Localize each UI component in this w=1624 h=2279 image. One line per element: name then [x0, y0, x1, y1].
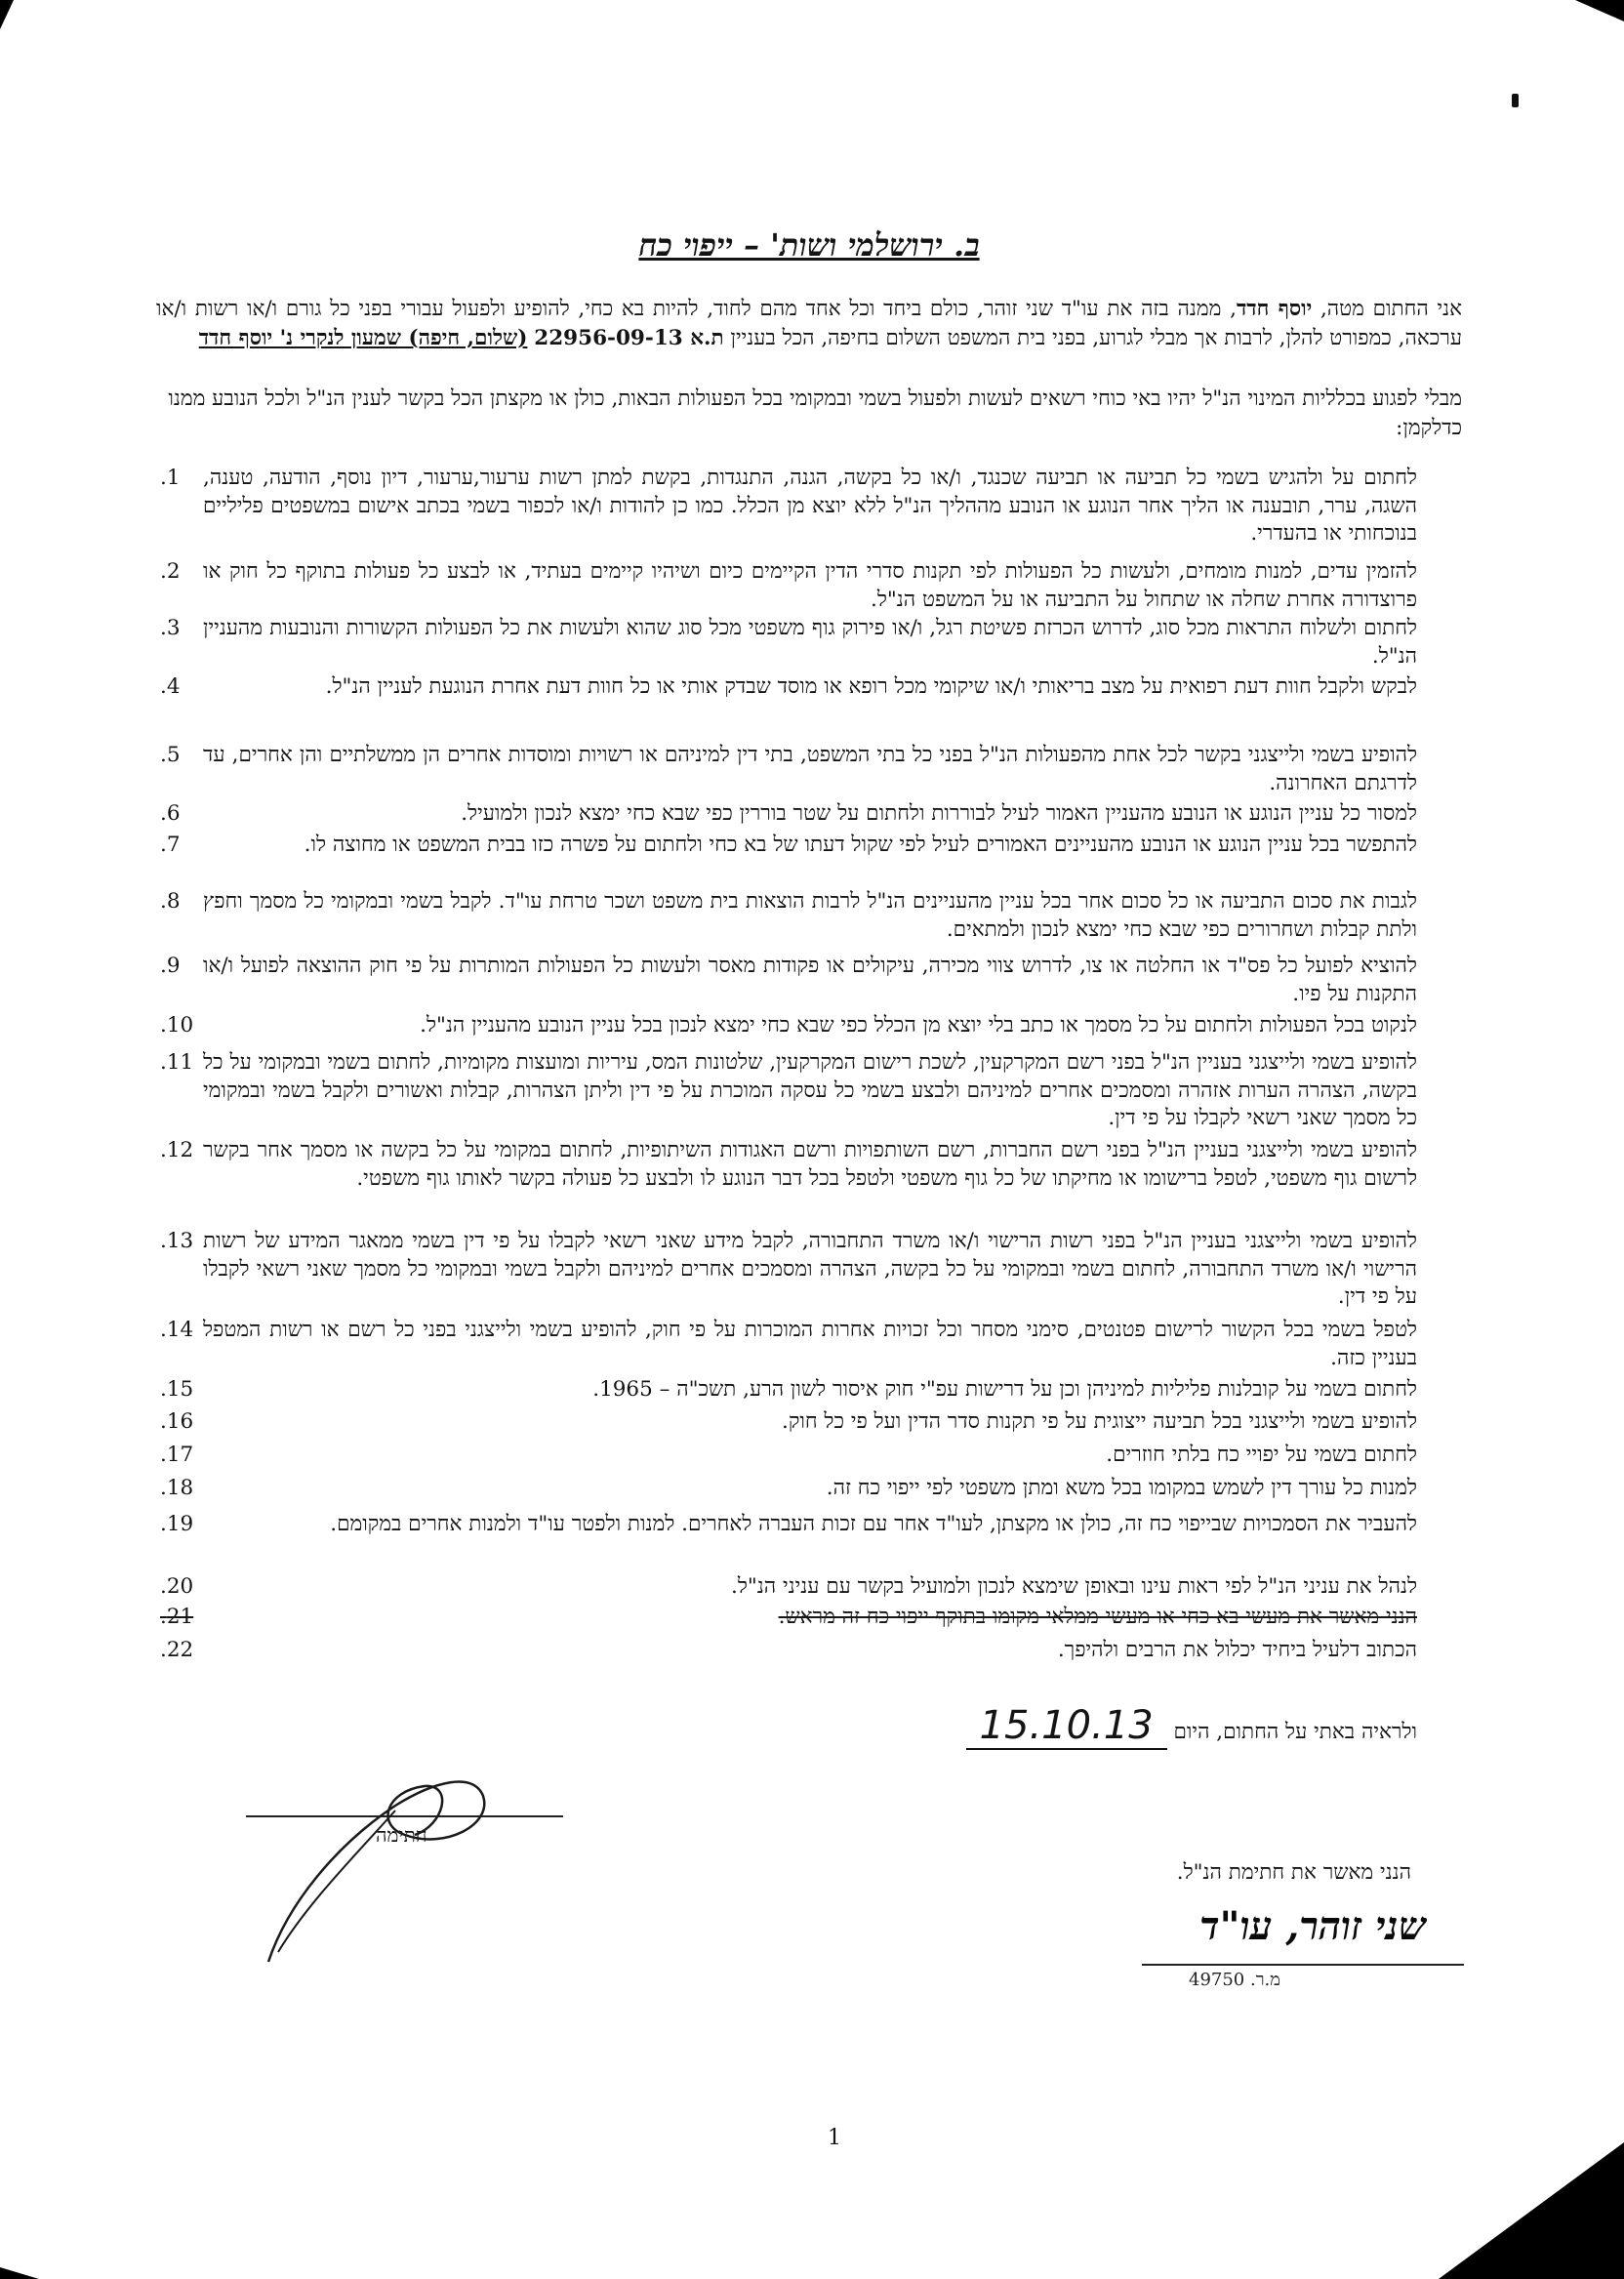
- item-number: 21.: [160, 1605, 194, 1629]
- item-number: 10.: [160, 1013, 194, 1038]
- list-item: [156, 832, 1462, 860]
- item-text: להופיע בשמי ולייצגני בכל תביעה ייצוגית על פי תקנות סדר הדין ועל פי כל חוק.: [782, 1409, 1417, 1434]
- item-text: להופיע בשמי ולייצגני בקשר לכל אחת מהפעולות הנ"ל בפני כל בתי המשפט, בתי דין למיניהם או רשויות ומוסדות אחרים הן ממשלתיים והן אחרים, עד לדרגתם האחרונה.: [203, 743, 1417, 795]
- list-item: [156, 1604, 1462, 1632]
- page-number: 1: [828, 2126, 841, 2150]
- date-row: [156, 1703, 1462, 1750]
- preamble-paragraph: מבלי לפגוע בכלליות המינוי הנ"ל יהיו באי כוחי רשאים לעשות ולפעול בשמי ובמקומי בכל הפעולות הבאות, כולן או מקצתן הכל בקשר לענין הנ"ל ולכל הנובע ממנו כדלקמן:: [168, 387, 1462, 440]
- client-signature: [249, 1757, 542, 1972]
- list-item: [156, 615, 1462, 671]
- item-text: הנני מאשר את מעשי בא כחי או מעשי ממלאי מקומו בתוקף ייפוי כח זה מראש.: [778, 1605, 1417, 1629]
- lawyer-license: מ.ר. 49750: [1189, 1970, 1280, 1990]
- item-number: 1.: [160, 466, 181, 490]
- item-text: לנהל את עניני הנ"ל לפי ראות עינו ובאופן שימצא לנכון ולמועיל בקשר עם עניני הנ"ל.: [730, 1574, 1417, 1599]
- list-item: [156, 742, 1462, 797]
- intro-text-1: אני החתום מטה,: [1312, 297, 1462, 321]
- item-text: לטפל בשמי בכל הקשור לרישום פטנטים, סימני מסחר וכל זכויות אחרות המוכרות על פי חוק, להופיע בשמי ולייצגני בפני כל רשם או רשות המטפל בעניין כזה.: [203, 1318, 1417, 1370]
- document-title: ב. ירושלמי ושות' – ייפוי כח: [638, 226, 980, 264]
- item-number: 12.: [160, 1138, 194, 1162]
- item-number: 19.: [160, 1512, 194, 1536]
- scan-corner-top-right: [1575, 0, 1624, 21]
- scan-corner-top-left: [0, 0, 14, 29]
- confirmation-text: הנני מאשר את חתימת הנ"ל.: [1176, 1860, 1411, 1885]
- item-text: להופיע בשמי ולייצגני בעניין הנ"ל בפני רשות הרישוי ו/או משרד התחבורה, לקבל מידע שאני רשאי לקבלו על פי דין בשמי ממאגר המידע של רשות הרישוי ו/או משרד התחבורה, לחתום בשמי ובמקומי על כל בקשה, הצהרה ומסמכים אחרים למיניהם ולקבל בשמי ובמקומי כל מסמך שאני רשאי לקבלו על פי דין.: [203, 1229, 1417, 1309]
- item-text: לחתום בשמי על יפויי כח בלתי חוזרים.: [1106, 1443, 1417, 1467]
- list-item: [156, 888, 1462, 944]
- date-label: ולראיה באתי על החתום, היום: [1173, 1720, 1417, 1744]
- list-item: [156, 1049, 1462, 1133]
- item-number: 15.: [160, 1377, 194, 1402]
- item-number: 13.: [160, 1229, 194, 1253]
- item-text: הכתוב דלעיל ביחיד יכלול את הרבים ולהיפך.: [1057, 1638, 1417, 1662]
- item-number: 8.: [160, 889, 181, 914]
- list-item: [156, 1408, 1462, 1437]
- list-item: [156, 1573, 1462, 1602]
- list-item: [156, 1137, 1462, 1193]
- item-text: לחתום על ולהגיש בשמי כל תביעה או תביעה שכנגד, ו/או כל בקשה, הגנה, התנגדות, בקשת למתן רשות ערעור,ערעור, דיון נוסף, הודעה, טענה, השגה, ערר, תובענה או הליך אחר הנוגע או הנובע מההליך הנ"ל ללא יוצא מן הכלל. כמו כן להודות ו/או לכפור בשמי בכתב אישום במשפטים פליליים בנוכחותי או בהעדרי.: [203, 466, 1417, 546]
- item-text: למסור כל עניין הנוגע או הנובע מהעניין האמור לעיל לבוררות ולחתום על שטר בוררין כפי שבא כחי ימצא לנכון ולמועיל.: [461, 801, 1417, 826]
- item-text: לחתום בשמי על קובלנות פליליות למיניהן וכן על דרישות עפ"י חוק איסור לשון הרע, תשכ"ה – 1965.: [592, 1377, 1417, 1402]
- handwritten-date: 15.10.13: [966, 1703, 1167, 1750]
- item-text: להופיע בשמי ולייצגני בעניין הנ"ל בפני רשם החברות, רשם השותפויות ורשם האגודות השיתופיות, לחתום במקומי על כל בקשה או מסמך אחר בקשר לרשום גוף משפטי, לטפל ברישומו או מחיקתו של כל גוף משפטי ולטפל בכל דבר הנוגע לו ולבצע כל פעולה בקשר לאותו גוף משפטי.: [203, 1138, 1417, 1191]
- list-item: [156, 558, 1462, 614]
- item-number: 20.: [160, 1574, 194, 1599]
- list-item: [156, 800, 1462, 829]
- signature-label: חתימה: [376, 1823, 427, 1847]
- case-name: (שלום, חיפה) שמעון לנקרי נ' יוסף חדד: [198, 326, 528, 350]
- item-number: 14.: [160, 1318, 194, 1342]
- item-number: 6.: [160, 801, 181, 826]
- list-item: [156, 1511, 1462, 1539]
- item-number: 18.: [160, 1476, 194, 1500]
- list-item: [156, 1637, 1462, 1665]
- item-text: לנקוט בכל הפעולות ולחתום על כל מסמך או כתב בלי יוצא מן הכלל כפי שבא כחי ימצא לנכון בכל עניין הנובע מהעניין הנ"ל.: [420, 1013, 1417, 1038]
- list-item: [156, 953, 1462, 1008]
- stamp-line: [1142, 1964, 1464, 1966]
- item-number: 4.: [160, 674, 181, 699]
- intro-paragraph: [156, 295, 1462, 353]
- item-number: 17.: [160, 1443, 194, 1467]
- item-text: לבקש ולקבל חוות דעת רפואית על מצב בריאותי ו/או שיקומי מכל רופא או מוסד שבדק אותי או כל חוות דעת אחרת הנוגעת לעניין הנ"ל.: [325, 674, 1417, 699]
- list-item: [156, 465, 1462, 549]
- item-number: 22.: [160, 1638, 194, 1662]
- item-number: 7.: [160, 833, 181, 857]
- item-text: למנות כל עורך דין לשמש במקומו בכל משא ומתן משפטי לפי ייפוי כח זה.: [826, 1476, 1417, 1500]
- list-item: [156, 1475, 1462, 1503]
- case-number: ת.א 22956-09-13: [534, 326, 724, 350]
- item-number: 16.: [160, 1409, 194, 1434]
- list-item: [156, 1442, 1462, 1470]
- item-number: 2.: [160, 559, 181, 584]
- item-text: להתפשר בכל עניין הנוגע או הנובע מהעניינים האמורים לעיל לפי שקול דעתו של בא כחי ולחתום על פשרה כזו בבית המשפט או מחוצה לו.: [304, 833, 1417, 857]
- item-text: לגבות את סכום התביעה או כל סכום אחר בכל עניין מהעניינים הנ"ל לרבות הוצאות בית משפט ושכר טרחת עו"ד. לקבל בשמי ובמקומי כל מסמך וחפץ ולתת קבלות ושחרורים כפי שבא כחי ימצא לנכון ולמתאים.: [203, 889, 1417, 942]
- scan-mark: [1512, 94, 1519, 107]
- list-item: [156, 1012, 1462, 1040]
- scan-corner-bottom-left: [0, 2267, 39, 2279]
- list-item: [156, 1228, 1462, 1312]
- item-text: להזמין עדים, למנות מומחים, ולעשות כל הפעולות לפי תקנות סדרי הדין הקיימים כיום ושיהיו קיימים בעתיד, או לבצע כל פעולות בתוקף כל חוק או פרוצדורה אחרת שחלה או שתחול על התביעה או על המשפט הנ"ל.: [203, 559, 1417, 612]
- item-number: 9.: [160, 954, 181, 978]
- lawyer-name: שני זוהר, עו"ד: [1198, 1903, 1427, 1949]
- scan-corner-bottom-right: [1439, 2142, 1624, 2279]
- list-item: [156, 1317, 1462, 1372]
- item-number: 3.: [160, 616, 181, 640]
- item-number: 5.: [160, 743, 181, 767]
- list-item: [156, 1376, 1462, 1404]
- list-item: [156, 673, 1462, 702]
- item-text: להוציא לפועל כל פס"ד או החלטה או צו, לדרוש צווי מכירה, עיקולים או פקודות מאסר ולעשות כל הפעולות המותרות על פי חוק ההוצאה לפועל ו/או התקנות על פיו.: [203, 954, 1417, 1006]
- item-text: להעביר את הסמכויות שבייפוי כח זה, כולן או מקצתן, לעו"ד אחר עם זכות העברה לאחרים. למנות ולפטר עו"ד ולמנות אחרים במקומם.: [330, 1512, 1417, 1536]
- client-name: יוסף חדד: [1236, 297, 1313, 321]
- item-text: לחתום ולשלוח התראות מכל סוג, לדרוש הכרזת פשיטת רגל, ו/או פירוק גוף משפטי מכל סוג שהוא ולעשות את כל הפעולות הקשורות והנובעות מהעניין הנ"ל.: [203, 616, 1417, 669]
- item-text: להופיע בשמי ולייצגני בעניין הנ"ל בפני רשם המקרקעין, לשכת רישום המקרקעין, שלטונות המס, עיריות ומועצות מקומיות, לחתום בשמי ובמקומי על כל בקשה, הצהרה הערות אזהרה ומסמכים אחרים למיניהם ולבצע בשמי כל עסקה המוכרת על פי דין וליתן הצהרות, קבלות ואשורים ולקבל בשמי ובמקומי כל מסמך שאני רשאי לקבלו על פי דין.: [203, 1050, 1417, 1130]
- intro-text-2: , ממנה בזה את עו"ד שני זוהר, כולם ביחד וכל אחד מהם לחוד, להיות בא כחי, להופיע ולפעול עבורי בפני כל גורם ו/או רשות ו/או ערכאה, כמפורט להלן, לרבות אך מבלי לגרוע, בפני בית המשפט השלום בחיפה, הכל בעניין: [156, 297, 1462, 350]
- item-number: 11.: [160, 1050, 194, 1075]
